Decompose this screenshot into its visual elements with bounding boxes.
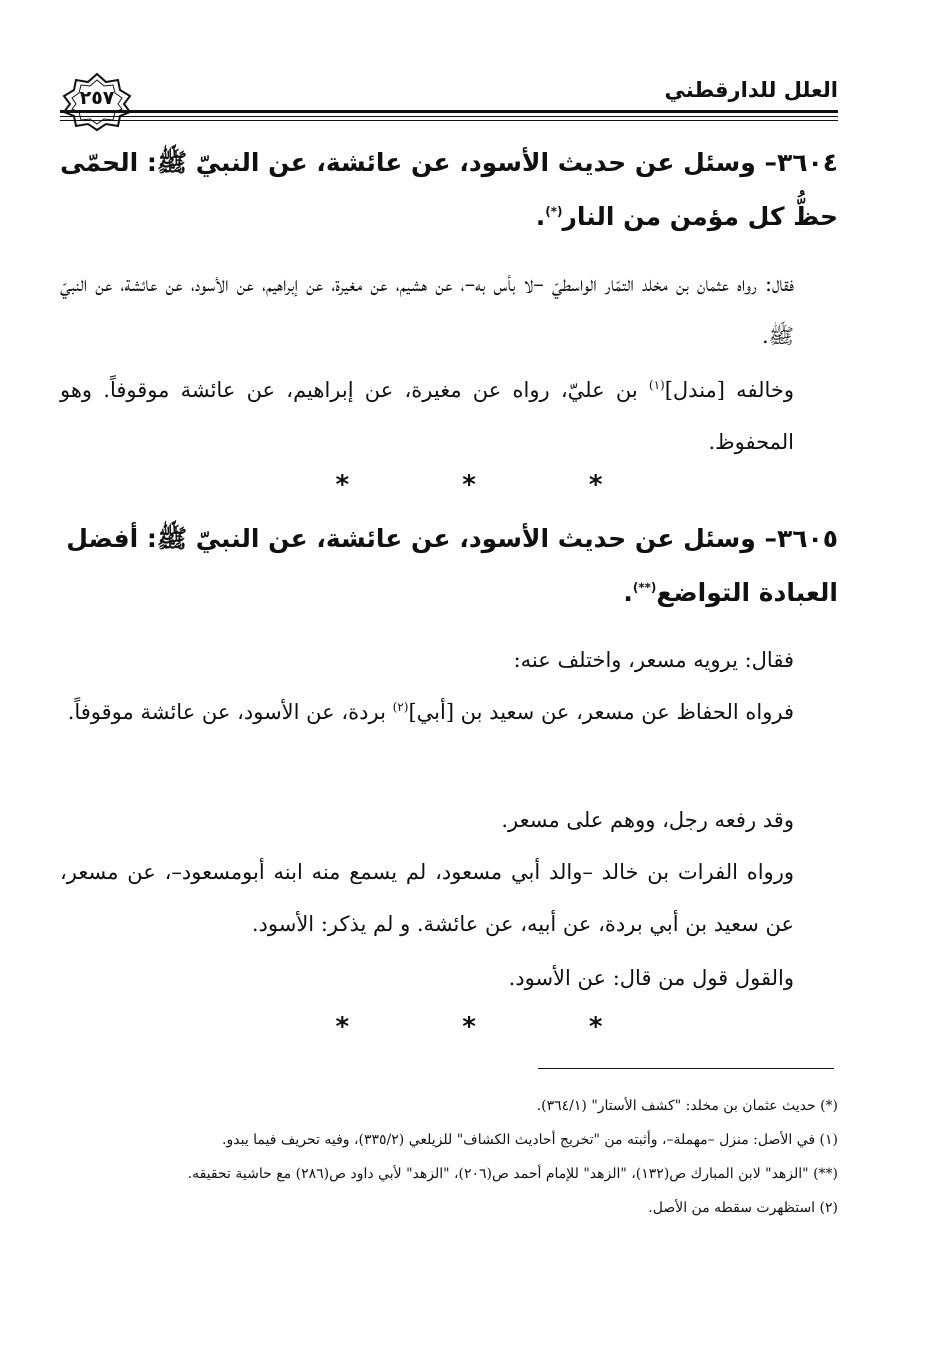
page-number: ٢٥٧: [79, 87, 115, 109]
paragraph: وخالفه [مندل]$^{(١)}$ بن عليّ، رواه عن مغيرة، عن إبراهيم، عن عائشة موقوفاً. وهو المحفوظ.: [60, 378, 794, 454]
paragraph: والقول قول من قال: عن الأسود.: [508, 966, 794, 990]
section-separator: * * *: [335, 470, 655, 500]
paragraph: فقال: رواه عثمان بن مخلد التمّار الواسطيّ –لا بأس به–، عن هشيم، عن مغيرة، عن إبراهيم، عن الأسود، عن عائشة، عن النبيّ ﷺ.: [60, 272, 794, 348]
paragraph: فقال: يرويه مسعر، واختلف عنه:: [513, 648, 794, 672]
footnote: (**) "الزهد" لابن المبارك ص(١٣٢)، "الزهد" للإمام أحمد ص(٢٠٦)، "الزهد" لأبي داود ص(٢٨٦) مع حاشية تحقيقه.: [187, 1166, 838, 1182]
header-rule: [60, 110, 838, 113]
footnote-marker: (١): [648, 378, 665, 392]
footnote-divider: [538, 1068, 834, 1069]
footnote-marker: (٢): [392, 700, 409, 714]
page-number-badge: [60, 72, 134, 132]
footnote: (*) حديث عثمان بن مخلد: "كشف الأستار" (٣٦٤/١).: [536, 1098, 838, 1114]
paragraph: ورواه الفرات بن خالد –والد أبي مسعود، لم يسمع منه ابنه أبومسعود–، عن مسعر، عن سعيد بن أبي بردة، عن أبيه، عن عائشة. و لم يذكر: الأسود.: [60, 860, 794, 936]
footnotes: [60, 1089, 838, 1225]
footnote: (٢) استظهرت سقطه من الأصل.: [648, 1200, 838, 1216]
footnote-marker: (*): [545, 204, 563, 219]
book-title: العلل للدارقطني: [664, 78, 838, 102]
paragraph: فرواه الحفاظ عن مسعر، عن سعيد بن [أبي]$^{(٢)}$ بردة، عن الأسود، عن عائشة موقوفاً.: [67, 700, 794, 724]
entry-heading: ٣٦٠٥– وسئل عن حديث الأسود، عن عائشة، عن النبيّ ﷺ: أفضل العبادة التواضع(**).: [66, 524, 838, 607]
section-separator: * * *: [335, 1012, 655, 1042]
paragraph: وقد رفعه رجل، ووهم على مسعر.: [501, 808, 794, 832]
header-rule: [60, 120, 838, 121]
header-rule: [60, 116, 838, 117]
footnote: (١) في الأصل: منزل –مهملة–، وأثبته من "تخريج أحاديث الكشاف" للزيلعي (٣٣٥/٢)، وفيه تحريف فيما يبدو.: [222, 1132, 838, 1148]
footnote-marker: (**): [632, 580, 657, 595]
entry-heading: ٣٦٠٤– وسئل عن حديث الأسود، عن عائشة، عن النبيّ ﷺ: الحمّى حظُّ كل مؤمن من النار(*).: [60, 148, 838, 231]
